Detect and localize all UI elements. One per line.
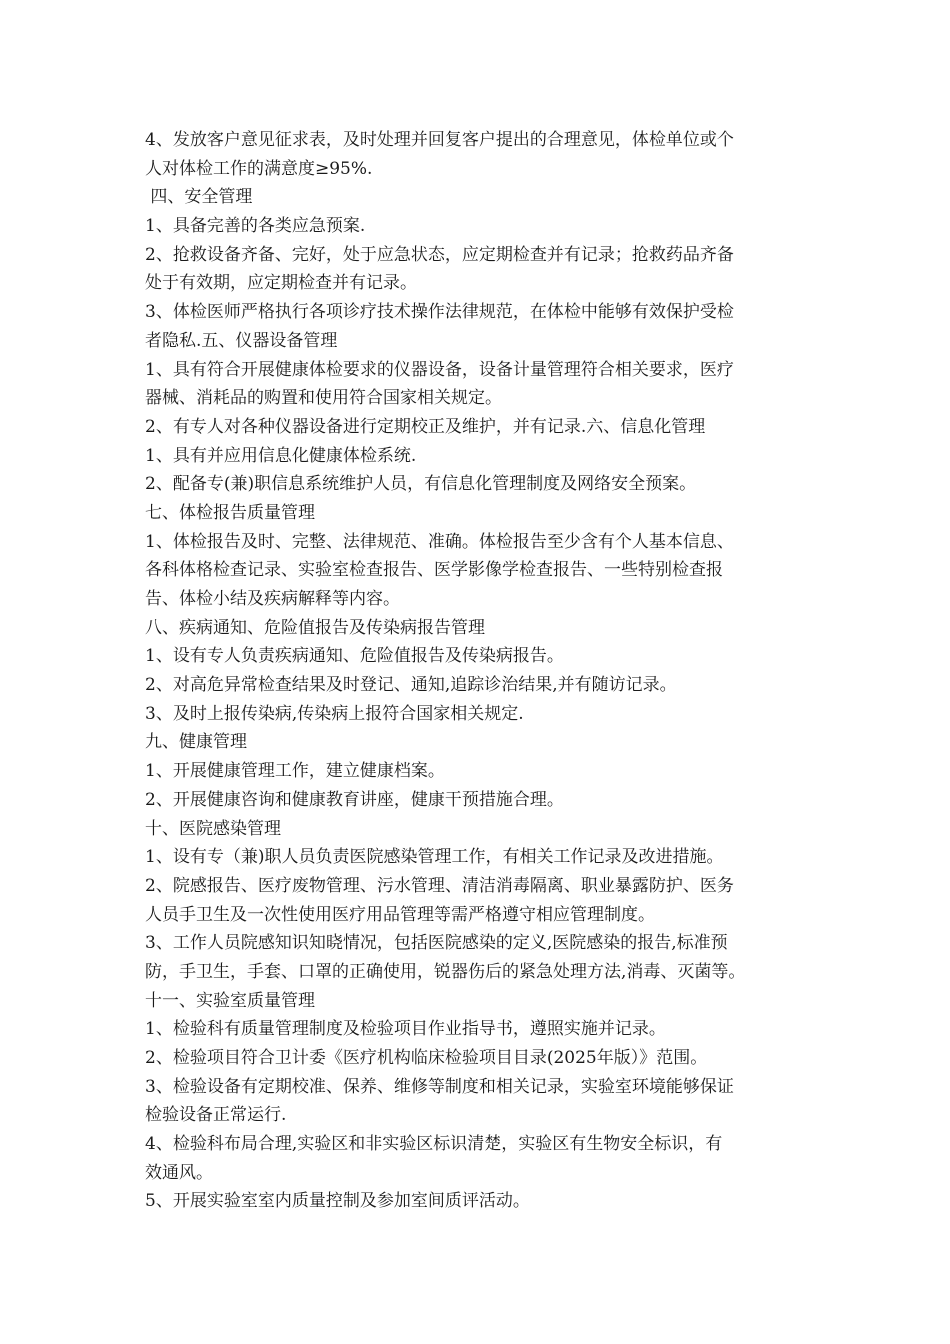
text-line: 器械、消耗品的购置和使用符合国家相关规定。: [145, 388, 502, 409]
text-line: 人对体检工作的满意度≥95%.: [145, 158, 373, 179]
text-line: 1、开展健康管理工作，建立健康档案。: [145, 761, 445, 782]
text-line: 处于有效期，应定期检查并有记录。: [145, 273, 417, 294]
text-line: 人员手卫生及一次性使用医疗用品管理等需严格遵守相应管理制度。: [145, 904, 655, 925]
section-heading: 十、医院感染管理: [145, 818, 281, 839]
text-line: 3、及时上报传染病,传染病上报符合国家相关规定.: [145, 703, 524, 724]
text-line: 2、有专人对各种仪器设备进行定期校正及维护，并有记录.六、信息化管理: [145, 416, 706, 437]
text-line: 1、设有专（兼)职人员负责医院感染管理工作，有相关工作记录及改进措施。: [145, 847, 724, 868]
text-line: 3、工作人员院感知识知晓情况，包括医院感染的定义,医院感染的报告,标准预: [145, 933, 728, 954]
text-line: 防，手卫生，手套、口罩的正确使用，锐器伤后的紧急处理方法,消毒、灭菌等。: [145, 961, 746, 982]
text-line: 2、抢救设备齐备、完好，处于应急状态，应定期检查并有记录；抢救药品齐备: [145, 244, 734, 265]
section-heading: 九、健康管理: [145, 732, 247, 753]
text-line: 2、开展健康咨询和健康教育讲座，健康干预措施合理。: [145, 789, 564, 810]
text-line: 者隐私.五、仪器设备管理: [145, 330, 338, 351]
section-heading: 七、体检报告质量管理: [145, 502, 315, 523]
text-line: 1、具备完善的各类应急预案.: [145, 216, 366, 237]
text-line: 1、检验科有质量管理制度及检验项目作业指导书，遵照实施并记录。: [145, 1019, 666, 1040]
section-heading: 八、疾病通知、危险值报告及传染病报告管理: [145, 617, 485, 638]
text-line: 告、体检小结及疾病解释等内容。: [145, 589, 400, 609]
text-line: 1、具有符合开展健康体检要求的仪器设备，设备计量管理符合相关要求，医疗: [145, 359, 734, 380]
text-line: 检验设备正常运行.: [145, 1105, 287, 1126]
text-line: 2、检验项目符合卫计委《医疗机构临床检验项目目录(2025年版）》范围。: [145, 1048, 708, 1068]
text-line: 2、院感报告、医疗废物管理、污水管理、清洁消毒隔离、职业暴露防护、医务: [145, 875, 734, 896]
text-line: 4、检验科布局合理,实验区和非实验区标识清楚，实验区有生物安全标识，有: [145, 1134, 723, 1155]
text-line: 3、检验设备有定期校准、保养、维修等制度和相关记录，实验室环境能够保证: [145, 1076, 734, 1097]
text-line: 1、具有并应用信息化健康体检系统.: [145, 445, 417, 466]
text-line: 效通风。: [145, 1162, 213, 1183]
text-line: 5、开展实验室室内质量控制及参加室间质评活动。: [145, 1191, 530, 1212]
text-line: 2、对高危异常检查结果及时登记、通知,追踪诊治结果,并有随访记录。: [145, 675, 677, 696]
section-heading: 十一、实验室质量管理: [145, 990, 315, 1011]
text-line: 3、体检医师严格执行各项诊疗技术操作法律规范，在体检中能够有效保护受检: [145, 302, 734, 323]
text-line: 各科体格检查记录、实验室检查报告、医学影像学检查报告、一些特别检查报: [145, 560, 723, 581]
section-heading: 四、安全管理: [145, 187, 253, 208]
text-line: 2、配备专(兼)职信息系统维护人员，有信息化管理制度及网络安全预案。: [145, 474, 697, 495]
document-page: [145, 126, 813, 1216]
text-line: 1、体检报告及时、完整、法律规范、准确。体检报告至少含有个人基本信息、: [145, 531, 734, 552]
text-line: 4、发放客户意见征求表，及时处理并回复客户提出的合理意见，体检单位或个: [145, 130, 734, 150]
text-line: 1、设有专人负责疾病通知、危险值报告及传染病报告。: [145, 646, 564, 667]
